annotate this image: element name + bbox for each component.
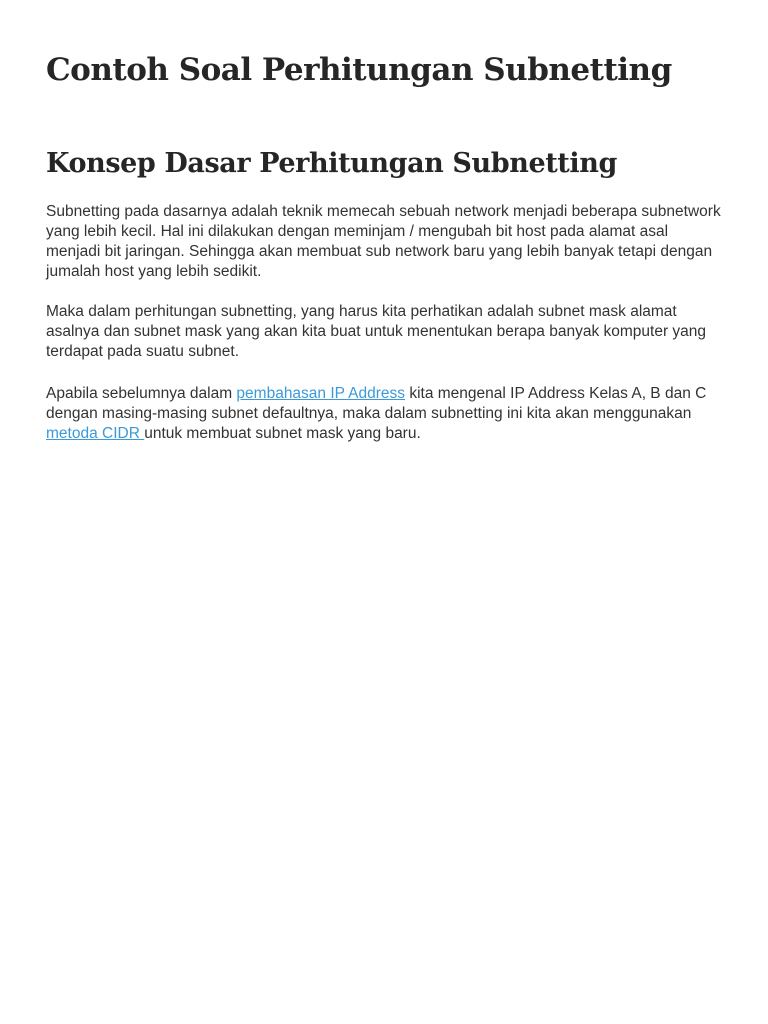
paragraph-text: kita mengenal IP Address Kelas A, B dan C dengan masing-masing subnet defaultnya, maka dalam subnetting ini kita akan menggunakan: [46, 385, 707, 422]
paragraph-text: untuk membuat subnet mask yang baru.: [144, 425, 421, 442]
paragraph-subnet-mask: Maka dalam perhitungan subnetting, yang harus kita perhatikan adalah subnet mask alamat asalnya dan subnet mask yang akan kita buat untuk menentukan berapa banyak komputer yang terdapat pada suatu subnet.: [46, 303, 707, 360]
paragraph-subnetting-definition: Subnetting pada dasarnya adalah teknik memecah sebuah network menjadi beberapa subnetwork yang lebih kecil. Hal ini dilakukan dengan meminjam / mengubah bit host pada alamat asal menjadi bit jaringan. Sehingga akan membuat sub network baru yang lebih banyak tetapi dengan jumalah host yang lebih sedikit.: [46, 203, 721, 280]
link-metoda-cidr[interactable]: metoda CIDR: [46, 425, 145, 442]
link-pembahasan-ip-address[interactable]: pembahasan IP Address: [236, 385, 406, 402]
section-heading: Konsep Dasar Perhitungan Subnetting: [46, 148, 617, 179]
paragraph-text: Apabila sebelumnya dalam: [46, 385, 237, 402]
page-title: Contoh Soal Perhitungan Subnetting: [46, 52, 672, 88]
paragraph-cidr: [46, 384, 722, 444]
